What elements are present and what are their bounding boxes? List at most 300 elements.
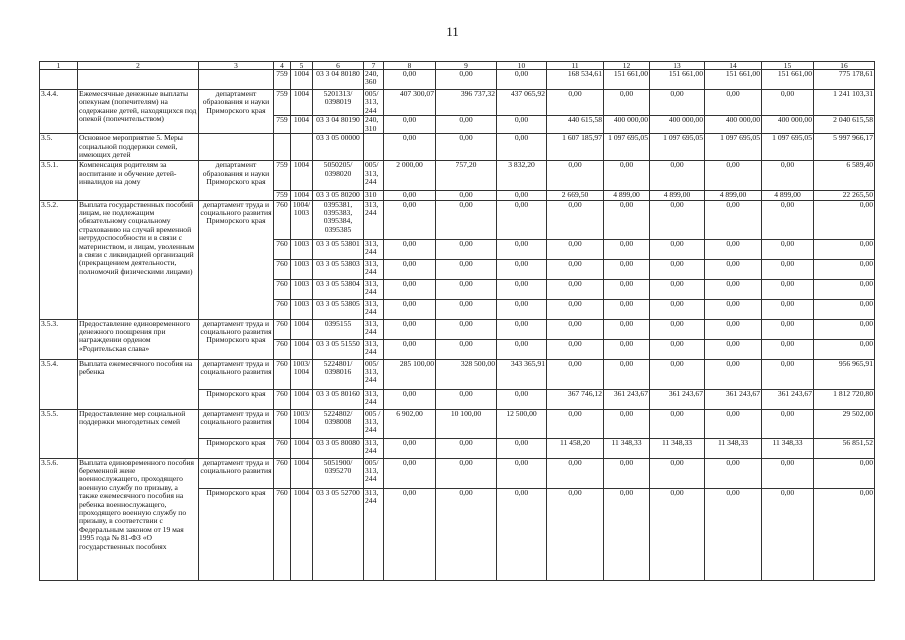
table-cell: 313, 244 [364, 339, 384, 359]
table-cell: 0,00 [705, 279, 762, 299]
table-cell: 0,00 [497, 116, 547, 134]
table-cell: 313, 244 [364, 488, 384, 580]
table-cell: 0,00 [650, 458, 705, 488]
table-cell: 1 097 695,05 [650, 134, 705, 161]
table-cell: 29 502,00 [814, 409, 875, 438]
table-cell: 56 851,52 [814, 438, 875, 458]
table-cell: 0,00 [497, 389, 547, 409]
table-cell: 361 243,67 [604, 389, 650, 409]
table-cell: Предоставление мер социальной поддержки многодетных семей [78, 409, 199, 458]
table-cell: 0,00 [497, 458, 547, 488]
table-cell: 5201313/ 0398019 [313, 90, 364, 116]
table-cell: 0,00 [762, 339, 814, 359]
table-cell: 0,00 [436, 70, 497, 90]
table-cell: 0395381, 0395383, 0395384, 0395385 [313, 200, 364, 239]
table-cell: 313, 244 [364, 389, 384, 409]
table-cell: 3.5.1. [40, 161, 78, 200]
table-cell: 0,00 [547, 299, 604, 319]
table-cell: 0,00 [705, 259, 762, 279]
table-cell: 03 3 04 80180 [313, 70, 364, 90]
column-header-8: 8 [384, 62, 436, 70]
table-cell: 0,00 [497, 134, 547, 161]
table-cell: 12 500,00 [497, 409, 547, 438]
table-cell: 3.5.6. [40, 458, 78, 580]
table-cell: 0,00 [650, 299, 705, 319]
table-cell: 0,00 [436, 299, 497, 319]
column-header-3: 3 [199, 62, 274, 70]
table-cell: 1 097 695,05 [705, 134, 762, 161]
table-cell: 0,00 [497, 259, 547, 279]
table-cell: 151 661,00 [762, 70, 814, 90]
header-row [40, 62, 875, 70]
table-cell: 1003/ 1004 [291, 359, 313, 389]
table-cell [78, 70, 199, 90]
table-cell: 1004 [291, 191, 313, 200]
table-cell: 0,00 [814, 299, 875, 319]
table-cell: 1004 [291, 319, 313, 339]
table-cell [40, 70, 78, 90]
table-cell: 0,00 [814, 339, 875, 359]
table-cell: 0,00 [604, 488, 650, 580]
table-cell: 0,00 [547, 161, 604, 191]
table-cell: 396 737,32 [436, 90, 497, 116]
table-cell: 0,00 [547, 409, 604, 438]
table-cell: 1 812 720,80 [814, 389, 875, 409]
table-cell: 361 243,67 [705, 389, 762, 409]
table-cell: 440 615,58 [547, 116, 604, 134]
table-cell: департамент труда и социального развития [199, 409, 274, 438]
table-cell: 0,00 [547, 458, 604, 488]
column-header-10: 10 [497, 62, 547, 70]
table-cell: 0,00 [814, 239, 875, 259]
table-cell: 0,00 [547, 90, 604, 116]
table-cell: 0,00 [705, 299, 762, 319]
table-cell: 0,00 [436, 438, 497, 458]
table-cell: 1004/ 1003 [291, 200, 313, 239]
table-cell: департамент образования и науки Приморского края [199, 161, 274, 200]
table-cell: 0,00 [705, 409, 762, 438]
table-cell: 367 746,12 [547, 389, 604, 409]
table-cell: 11 348,33 [604, 438, 650, 458]
table-cell: 1 097 695,05 [762, 134, 814, 161]
table-cell: Выплата единовременного пособия беременной жене военнослужащего, проходящего военную службу по призыву, а также ежемесячного пособия на ребенка военнослужащего, проходящего военную службу по призыву, в соответствии с Федеральным законом от 19 мая 1995 года № 81-ФЗ «О государственных пособиях [78, 458, 199, 580]
table-cell: 1003 [291, 239, 313, 259]
table-cell: 760 [274, 259, 291, 279]
table-cell: 11 458,20 [547, 438, 604, 458]
table-cell: 760 [274, 438, 291, 458]
table-cell: 361 243,67 [650, 389, 705, 409]
table-cell: 10 100,00 [436, 409, 497, 438]
table-cell: 240, 310 [364, 116, 384, 134]
table-cell: 313, 244 [364, 279, 384, 299]
table-cell: 775 178,61 [814, 70, 875, 90]
table-cell: 0,00 [384, 319, 436, 339]
table-cell: 3 832,20 [497, 161, 547, 191]
table-cell: 0,00 [604, 239, 650, 259]
table-cell: 313, 244 [364, 319, 384, 339]
table-cell: 0,00 [497, 339, 547, 359]
table-cell: 0,00 [547, 339, 604, 359]
table-cell: 3.5.5. [40, 409, 78, 458]
table-cell [291, 134, 313, 161]
table-cell: 11 348,33 [762, 438, 814, 458]
table-cell: Приморского края [199, 389, 274, 409]
table-cell: 0,00 [436, 488, 497, 580]
table-cell: 0,00 [650, 409, 705, 438]
table-cell [199, 70, 274, 90]
table-cell: 0,00 [384, 389, 436, 409]
table-cell: 400 000,00 [604, 116, 650, 134]
table-cell: 0,00 [436, 239, 497, 259]
table-cell: 0,00 [547, 239, 604, 259]
table-cell: 0,00 [650, 359, 705, 389]
table-cell: 0,00 [705, 339, 762, 359]
column-header-5: 5 [291, 62, 313, 70]
column-header-1: 1 [40, 62, 78, 70]
table-row [40, 409, 875, 438]
table-cell: 0,00 [604, 409, 650, 438]
table-cell: 400 000,00 [650, 116, 705, 134]
table-cell: 0,00 [705, 458, 762, 488]
table-cell: 4 899,00 [762, 191, 814, 200]
table-cell: 0,00 [650, 239, 705, 259]
table-cell: 0,00 [762, 458, 814, 488]
table-cell: 1 097 695,05 [604, 134, 650, 161]
table-cell: 0,00 [384, 191, 436, 200]
column-header-15: 15 [762, 62, 814, 70]
table-cell: 5050205/ 0398020 [313, 161, 364, 191]
column-header-11: 11 [547, 62, 604, 70]
table-cell: 0,00 [604, 458, 650, 488]
table-cell [364, 134, 384, 161]
table-cell: 760 [274, 458, 291, 488]
table-cell: 0,00 [650, 488, 705, 580]
table-cell: 400 000,00 [705, 116, 762, 134]
table-cell: 1004 [291, 70, 313, 90]
table-cell: 3.5.4. [40, 359, 78, 409]
table-cell: 0,00 [497, 70, 547, 90]
table-cell: 0,00 [762, 359, 814, 389]
table-row [40, 70, 875, 90]
table-cell: 0,00 [705, 359, 762, 389]
table-cell: 0,00 [762, 200, 814, 239]
table-cell: 151 661,00 [705, 70, 762, 90]
table-cell: 313, 244 [364, 239, 384, 259]
table-cell: 0,00 [762, 409, 814, 438]
table-cell: 328 500,00 [436, 359, 497, 389]
table-cell: 0,00 [705, 488, 762, 580]
table-cell: 0,00 [436, 389, 497, 409]
table-cell: 1 607 185,97 [547, 134, 604, 161]
table-cell: 0,00 [650, 279, 705, 299]
table-cell: Ежемесячные денежные выплаты опекунам (попечителям) на содержание детей, находящихся под опекой (попечительством) [78, 90, 199, 134]
table-cell: департамент труда и социального развития Приморского края [199, 200, 274, 319]
table-cell: 0,00 [762, 161, 814, 191]
table-cell: 400 000,00 [762, 116, 814, 134]
table-cell: 285 100,00 [384, 359, 436, 389]
table-cell: 151 661,00 [604, 70, 650, 90]
table-cell: Приморского края [199, 488, 274, 580]
table-cell: 005 / 313, 244 [364, 409, 384, 438]
table-cell: 2 669,50 [547, 191, 604, 200]
table-cell: 0,00 [547, 279, 604, 299]
table-cell: 0,00 [384, 116, 436, 134]
table-cell: 0,00 [650, 200, 705, 239]
table-cell: 1004 [291, 161, 313, 191]
table-cell: 0,00 [436, 134, 497, 161]
table-cell: 3.5.3. [40, 319, 78, 359]
table-cell: 168 534,61 [547, 70, 604, 90]
table-cell: 240, 360 [364, 70, 384, 90]
table-cell: 3.5.2. [40, 200, 78, 319]
table-cell: 0,00 [650, 161, 705, 191]
table-cell: 0,00 [547, 200, 604, 239]
table-cell: 760 [274, 279, 291, 299]
table-cell: 956 965,91 [814, 359, 875, 389]
table-cell: 03 3 05 51550 [313, 339, 364, 359]
table-cell: 03 3 05 53801 [313, 239, 364, 259]
table-cell: 0,00 [384, 134, 436, 161]
column-header-13: 13 [650, 62, 705, 70]
table-cell: 760 [274, 200, 291, 239]
table-cell: 760 [274, 389, 291, 409]
table-cell: 0,00 [384, 259, 436, 279]
table-cell: 0,00 [384, 299, 436, 319]
table-cell: 313, 244 [364, 200, 384, 239]
table-cell: 0,00 [762, 299, 814, 319]
table-cell: 0,00 [384, 239, 436, 259]
table-cell: 310 [364, 191, 384, 200]
table-cell: 0,00 [604, 200, 650, 239]
table-cell: 4 899,00 [650, 191, 705, 200]
table-cell: 0,00 [497, 239, 547, 259]
table-cell: 03 3 05 53804 [313, 279, 364, 299]
table-cell: 2 000,00 [384, 161, 436, 191]
table-row [40, 458, 875, 488]
table-cell: 0,00 [604, 299, 650, 319]
table-cell: 760 [274, 299, 291, 319]
table-cell: 313, 244 [364, 299, 384, 319]
table-cell: 0,00 [384, 488, 436, 580]
table-cell: 0,00 [436, 191, 497, 200]
table-cell: 1003/ 1004 [291, 409, 313, 438]
table-cell: 759 [274, 191, 291, 200]
table-row [40, 161, 875, 191]
table-row [40, 90, 875, 116]
table-cell: 11 348,33 [650, 438, 705, 458]
table-cell: 6 589,40 [814, 161, 875, 191]
table-cell [199, 134, 274, 161]
table-cell: 0,00 [705, 161, 762, 191]
table-cell: 3.4.4. [40, 90, 78, 134]
table-cell: 03 3 05 00000 [313, 134, 364, 161]
column-header-12: 12 [604, 62, 650, 70]
table-cell: 005/ 313, 244 [364, 458, 384, 488]
table-cell: 03 3 05 80160 [313, 389, 364, 409]
table-cell: департамент труда и социального развития Приморского края [199, 319, 274, 359]
table-cell: 151 661,00 [650, 70, 705, 90]
table-cell: 6 902,00 [384, 409, 436, 438]
table-cell: 005/ 313, 244 [364, 90, 384, 116]
table-cell: Выплата ежемесячного пособия на ребенка [78, 359, 199, 409]
table-cell: 03 3 05 53805 [313, 299, 364, 319]
table-cell: 0,00 [384, 200, 436, 239]
table-cell: 0,00 [497, 488, 547, 580]
table-cell: 1004 [291, 458, 313, 488]
table-cell: 313, 244 [364, 438, 384, 458]
table-cell: 1004 [291, 389, 313, 409]
table-cell: 1004 [291, 116, 313, 134]
table-cell: 313, 244 [364, 259, 384, 279]
table-cell: 0,00 [762, 90, 814, 116]
column-header-16: 16 [814, 62, 875, 70]
table-cell: 760 [274, 339, 291, 359]
table-cell: 0,00 [436, 319, 497, 339]
table-cell [274, 134, 291, 161]
table-cell: 2 040 615,58 [814, 116, 875, 134]
table-cell: 0,00 [604, 259, 650, 279]
table-cell: 1 241 103,31 [814, 90, 875, 116]
table-cell: 4 899,00 [604, 191, 650, 200]
table-cell: 0,00 [436, 339, 497, 359]
table-cell: 5224801/ 0398016 [313, 359, 364, 389]
table-row [40, 319, 875, 339]
table-cell: 0,00 [762, 488, 814, 580]
table-cell: 03 3 05 80200 [313, 191, 364, 200]
table-cell: 3.5. [40, 134, 78, 161]
column-header-14: 14 [705, 62, 762, 70]
table-cell: 0,00 [604, 90, 650, 116]
table-cell: 03 3 05 52700 [313, 488, 364, 580]
table-cell: 0,00 [547, 259, 604, 279]
table-cell: 11 348,33 [705, 438, 762, 458]
table-cell: 0,00 [547, 488, 604, 580]
budget-table [39, 61, 875, 581]
column-header-7: 7 [364, 62, 384, 70]
table-cell: 005/ 313, 244 [364, 161, 384, 191]
table-cell: Выплата государственных пособий лицам, не подлежащим обязательному социальному страхованию на случай временной нетрудоспособности и в связи с материнством, и лицам, уволенным в связи с ликвидацией организаций (прекращением деятельности, полномочий физическими лицами) [78, 200, 199, 319]
table-cell: 760 [274, 359, 291, 389]
table-cell: 0,00 [762, 319, 814, 339]
table-cell: 0,00 [384, 339, 436, 359]
table-cell: 760 [274, 409, 291, 438]
table-cell: 0,00 [604, 359, 650, 389]
table-cell: 0,00 [814, 279, 875, 299]
page-number: 11 [446, 24, 459, 39]
table-cell: 0,00 [814, 319, 875, 339]
table-cell: 0,00 [762, 239, 814, 259]
table-cell: 0,00 [604, 279, 650, 299]
table-cell: Компенсация родителям за воспитание и обучение детей-инвалидов на дому [78, 161, 199, 200]
table-cell: 1004 [291, 90, 313, 116]
column-header-2: 2 [78, 62, 199, 70]
table-cell: 0,00 [705, 90, 762, 116]
table-cell: 005/ 313, 244 [364, 359, 384, 389]
table-cell: 1003 [291, 299, 313, 319]
table-cell: 0,00 [497, 438, 547, 458]
table-cell: 1003 [291, 259, 313, 279]
table-cell: 0,00 [497, 319, 547, 339]
table-cell: 759 [274, 161, 291, 191]
table-cell: Предоставление единовременного денежного поощрения при награждении орденом «Родительская слава» [78, 319, 199, 359]
table-cell: 0,00 [436, 116, 497, 134]
table-cell: 0,00 [604, 319, 650, 339]
table-cell: 0,00 [705, 319, 762, 339]
table-cell: 0,00 [650, 339, 705, 359]
table-cell: 0,00 [762, 259, 814, 279]
table-cell: 03 3 05 80080 [313, 438, 364, 458]
table-cell: 22 265,50 [814, 191, 875, 200]
table-cell: 03 3 05 53803 [313, 259, 364, 279]
table-cell: 0395155 [313, 319, 364, 339]
table-cell: 0,00 [705, 239, 762, 259]
table-cell: 5 997 966,17 [814, 134, 875, 161]
table-cell: 5051900/ 0395270 [313, 458, 364, 488]
table-cell: 407 300,07 [384, 90, 436, 116]
table-cell: 1003 [291, 279, 313, 299]
table-cell: 1004 [291, 488, 313, 580]
table-cell: 343 365,91 [497, 359, 547, 389]
table-cell: 0,00 [497, 299, 547, 319]
table-row [40, 359, 875, 389]
table-cell: 0,00 [604, 339, 650, 359]
table-cell: 759 [274, 90, 291, 116]
table-cell: 0,00 [547, 319, 604, 339]
table-cell: 0,00 [436, 200, 497, 239]
table-cell: Основное мероприятие 5. Меры социальной поддержки семей, имеющих детей [78, 134, 199, 161]
table-cell: 0,00 [384, 458, 436, 488]
table-cell: 0,00 [436, 259, 497, 279]
table-cell: 0,00 [384, 279, 436, 299]
table-cell: 1004 [291, 339, 313, 359]
table-cell: департамент труда и социального развития [199, 458, 274, 488]
column-header-9: 9 [436, 62, 497, 70]
table-row [40, 200, 875, 239]
table-cell: 760 [274, 239, 291, 259]
table-cell: 0,00 [814, 200, 875, 239]
table-cell: 759 [274, 116, 291, 134]
table-cell: Приморского края [199, 438, 274, 458]
table-cell: 760 [274, 319, 291, 339]
table-cell: 0,00 [436, 279, 497, 299]
table-cell: 0,00 [650, 259, 705, 279]
table-cell: 0,00 [814, 458, 875, 488]
table-cell: 760 [274, 488, 291, 580]
table-cell: 437 065,92 [497, 90, 547, 116]
table-cell: 0,00 [814, 488, 875, 580]
table-cell: 03 3 04 80190 [313, 116, 364, 134]
table-cell: 0,00 [547, 359, 604, 389]
table-cell: 757,20 [436, 161, 497, 191]
table-cell: 0,00 [497, 191, 547, 200]
table-cell: 0,00 [650, 90, 705, 116]
table-cell: 0,00 [384, 438, 436, 458]
table-cell: 1004 [291, 438, 313, 458]
table-row [40, 134, 875, 161]
table-cell: 759 [274, 70, 291, 90]
table-cell: 0,00 [650, 319, 705, 339]
table-cell: 361 243,67 [762, 389, 814, 409]
table-cell: департамент образования и науки Приморского края [199, 90, 274, 134]
table-cell: 0,00 [384, 70, 436, 90]
table-cell: 5224802/ 0398008 [313, 409, 364, 438]
column-header-6: 6 [313, 62, 364, 70]
table-cell: 0,00 [604, 161, 650, 191]
column-header-4: 4 [274, 62, 291, 70]
table-cell: 0,00 [497, 200, 547, 239]
table-cell: 0,00 [762, 279, 814, 299]
table-cell: департамент труда и социального развития [199, 359, 274, 389]
